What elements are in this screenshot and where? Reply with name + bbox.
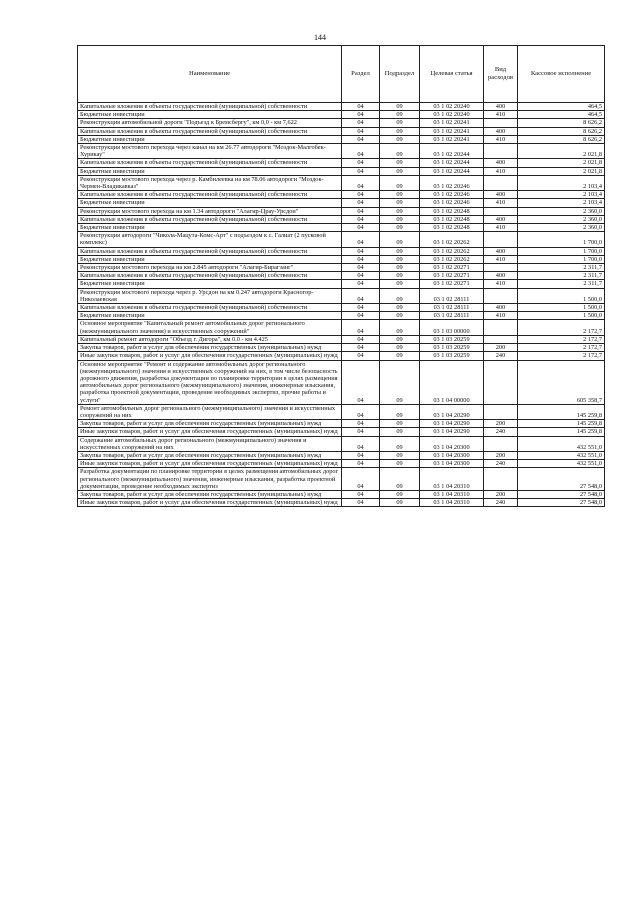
- row-article-cell: 03 1 02 20244: [420, 144, 484, 159]
- row-expense-type-cell: 410: [484, 280, 518, 288]
- row-name-cell: Бюджетные инвестиции: [78, 312, 342, 320]
- row-section-cell: 04: [342, 490, 380, 498]
- row-name-cell: Капитальные вложения в объекты государственной (муниципальной) собственности: [78, 272, 342, 280]
- table-row: [78, 490, 605, 498]
- row-article-cell: 03 1 04 20310: [420, 468, 484, 491]
- row-subsection-cell: 09: [380, 451, 420, 459]
- row-expense-type-cell: [484, 175, 518, 190]
- row-expense-type-cell: 400: [484, 159, 518, 167]
- row-section-cell: 04: [342, 119, 380, 127]
- row-name-cell: Разработка документации по планировке территории в целях размещения автомобильных дорог регионального (межмуниципального) значения, инженерные изыскания, разработка проектной документации, проведение необходимых экспертиз: [78, 468, 342, 491]
- row-article-cell: 03 1 02 20271: [420, 272, 484, 280]
- row-section-cell: 04: [342, 167, 380, 175]
- table-row: [78, 103, 605, 111]
- row-section-cell: 04: [342, 451, 380, 459]
- row-article-cell: 03 1 02 20248: [420, 207, 484, 215]
- row-amount-cell: 464,5: [518, 111, 605, 119]
- row-section-cell: 04: [342, 191, 380, 199]
- row-section-cell: 04: [342, 436, 380, 451]
- row-article-cell: 03 1 02 20240: [420, 103, 484, 111]
- row-article-cell: 03 1 04 20290: [420, 420, 484, 428]
- row-section-cell: 04: [342, 420, 380, 428]
- row-subsection-cell: 09: [380, 199, 420, 207]
- row-expense-type-cell: [484, 144, 518, 159]
- row-amount-cell: 2 021,8: [518, 159, 605, 167]
- row-subsection-cell: 09: [380, 232, 420, 247]
- row-subsection-cell: 09: [380, 312, 420, 320]
- row-article-cell: 03 1 02 20246: [420, 175, 484, 190]
- row-expense-type-cell: [484, 320, 518, 335]
- row-name-cell: Капитальные вложения в объекты государственной (муниципальной) собственности: [78, 191, 342, 199]
- table-row: [78, 460, 605, 468]
- row-amount-cell: 2 311,7: [518, 264, 605, 272]
- row-amount-cell: 145 259,8: [518, 428, 605, 436]
- row-amount-cell: 27 548,0: [518, 490, 605, 498]
- row-section-cell: 04: [342, 175, 380, 190]
- row-amount-cell: 2 172,7: [518, 335, 605, 343]
- table-row: [78, 312, 605, 320]
- header-target-article: Целевая статья: [420, 46, 484, 103]
- row-section-cell: 04: [342, 159, 380, 167]
- row-expense-type-cell: 400: [484, 304, 518, 312]
- row-section-cell: 04: [342, 304, 380, 312]
- row-section-cell: 04: [342, 272, 380, 280]
- table-row: [78, 335, 605, 343]
- row-subsection-cell: 09: [380, 280, 420, 288]
- row-amount-cell: 2 103,4: [518, 191, 605, 199]
- row-expense-type-cell: 410: [484, 135, 518, 143]
- row-name-cell: Закупка товаров, работ и услуг для обеспечения государственных (муниципальных) нужд: [78, 420, 342, 428]
- table-row: [78, 144, 605, 159]
- row-article-cell: 03 1 02 28111: [420, 304, 484, 312]
- row-name-cell: Иные закупки товаров, работ и услуг для обеспечения государственных (муниципальных) нужд: [78, 352, 342, 360]
- row-article-cell: 03 1 02 20262: [420, 247, 484, 255]
- row-expense-type-cell: 410: [484, 167, 518, 175]
- row-amount-cell: 8 626,2: [518, 135, 605, 143]
- row-expense-type-cell: [484, 360, 518, 404]
- row-subsection-cell: 09: [380, 167, 420, 175]
- row-amount-cell: 1 700,0: [518, 232, 605, 247]
- row-article-cell: 03 1 02 20246: [420, 191, 484, 199]
- table-row: [78, 468, 605, 491]
- row-expense-type-cell: 200: [484, 420, 518, 428]
- row-amount-cell: 1 700,0: [518, 255, 605, 263]
- row-section-cell: 04: [342, 280, 380, 288]
- row-subsection-cell: 09: [380, 360, 420, 404]
- row-name-cell: Бюджетные инвестиции: [78, 224, 342, 232]
- header-expense-type: Вид расходов: [484, 46, 518, 103]
- row-article-cell: 03 1 02 20271: [420, 280, 484, 288]
- row-amount-cell: 2 360,0: [518, 207, 605, 215]
- row-name-cell: Капитальные вложения в объекты государственной (муниципальной) собственности: [78, 247, 342, 255]
- row-subsection-cell: 09: [380, 404, 420, 419]
- row-article-cell: 03 1 02 20262: [420, 255, 484, 263]
- row-article-cell: 03 1 02 20262: [420, 232, 484, 247]
- row-section-cell: 04: [342, 428, 380, 436]
- row-subsection-cell: 09: [380, 344, 420, 352]
- row-expense-type-cell: 200: [484, 451, 518, 459]
- table-row: [78, 304, 605, 312]
- row-expense-type-cell: 400: [484, 215, 518, 223]
- row-subsection-cell: 09: [380, 175, 420, 190]
- row-section-cell: 04: [342, 288, 380, 303]
- row-name-cell: Основное мероприятие "Ремонт и содержание автомобильных дорог регионального (межмуниципального) значения и искусственных сооружений на них, в том числе безопасность дорожного движения, разработка документации по планировке территории в целях размещения автомобильных дорог регионального (межмуниципального) значения, инженерные изыскания, разработка проектной документации, проведение необходимых экспертиз, прочие работы и услуги": [78, 360, 342, 404]
- budget-table: [77, 45, 605, 507]
- row-name-cell: Иные закупки товаров, работ и услуг для обеспечения государственных (муниципальных) нужд: [78, 460, 342, 468]
- row-expense-type-cell: [484, 207, 518, 215]
- row-article-cell: 03 1 02 20244: [420, 167, 484, 175]
- row-article-cell: 03 1 02 20246: [420, 199, 484, 207]
- row-amount-cell: 1 500,0: [518, 288, 605, 303]
- row-name-cell: Капитальные вложения в объекты государственной (муниципальной) собственности: [78, 103, 342, 111]
- row-name-cell: Капитальные вложения в объекты государственной (муниципальной) собственности: [78, 304, 342, 312]
- row-section-cell: 04: [342, 103, 380, 111]
- row-article-cell: 03 1 02 20241: [420, 119, 484, 127]
- table-row: [78, 344, 605, 352]
- table-row: [78, 199, 605, 207]
- row-expense-type-cell: [484, 232, 518, 247]
- row-article-cell: 03 1 04 20310: [420, 490, 484, 498]
- row-name-cell: Бюджетные инвестиции: [78, 111, 342, 119]
- row-amount-cell: 432 551,0: [518, 451, 605, 459]
- row-subsection-cell: 09: [380, 247, 420, 255]
- table-row: [78, 255, 605, 263]
- table-row: [78, 360, 605, 404]
- row-subsection-cell: 09: [380, 335, 420, 343]
- row-expense-type-cell: 240: [484, 352, 518, 360]
- row-expense-type-cell: 410: [484, 224, 518, 232]
- table-row: [78, 247, 605, 255]
- table-row: [78, 111, 605, 119]
- table-row: [78, 428, 605, 436]
- row-name-cell: Бюджетные инвестиции: [78, 167, 342, 175]
- row-expense-type-cell: 400: [484, 103, 518, 111]
- row-amount-cell: 432 551,0: [518, 436, 605, 451]
- row-subsection-cell: 09: [380, 499, 420, 507]
- row-amount-cell: 145 259,8: [518, 420, 605, 428]
- row-name-cell: Капитальный ремонт автодороги "Объезд г. Дигора", км 0.0 - км 4.425: [78, 335, 342, 343]
- row-name-cell: Реконструкция мостового перехода через р. Урсдон на км 0.247 автодороги Красногор-Николаевская: [78, 288, 342, 303]
- row-amount-cell: 1 700,0: [518, 247, 605, 255]
- row-subsection-cell: 09: [380, 224, 420, 232]
- row-expense-type-cell: 200: [484, 344, 518, 352]
- row-name-cell: Бюджетные инвестиции: [78, 199, 342, 207]
- row-amount-cell: 432 551,0: [518, 460, 605, 468]
- row-amount-cell: 27 548,0: [518, 499, 605, 507]
- row-subsection-cell: 09: [380, 460, 420, 468]
- row-subsection-cell: 09: [380, 135, 420, 143]
- row-expense-type-cell: [484, 288, 518, 303]
- row-name-cell: Основное мероприятие "Капитальный ремонт автомобильных дорог регионального (межмуниципального значения) и искусственных сооружений": [78, 320, 342, 335]
- row-expense-type-cell: 400: [484, 127, 518, 135]
- row-subsection-cell: 09: [380, 215, 420, 223]
- row-expense-type-cell: 200: [484, 490, 518, 498]
- row-name-cell: Иные закупки товаров, работ и услуг для обеспечения государственных (муниципальных) нужд: [78, 499, 342, 507]
- row-subsection-cell: 09: [380, 191, 420, 199]
- row-expense-type-cell: 240: [484, 460, 518, 468]
- header-name: Наименование: [78, 46, 342, 103]
- row-section-cell: 04: [342, 232, 380, 247]
- row-section-cell: 04: [342, 344, 380, 352]
- row-section-cell: 04: [342, 127, 380, 135]
- row-section-cell: 04: [342, 199, 380, 207]
- row-amount-cell: 27 548,0: [518, 468, 605, 491]
- row-amount-cell: 2 311,7: [518, 272, 605, 280]
- row-amount-cell: 2 172,7: [518, 344, 605, 352]
- row-expense-type-cell: 400: [484, 247, 518, 255]
- row-subsection-cell: 09: [380, 352, 420, 360]
- row-expense-type-cell: 240: [484, 428, 518, 436]
- table-row: [78, 352, 605, 360]
- row-name-cell: Реконструкция мостового перехода через канал на км 26.77 автодороги "Моздок-Малгобек-Хурикау": [78, 144, 342, 159]
- row-name-cell: Реконструкция мостового перехода на км 1.34 автодороги "Алагир-Црау-Урсдон": [78, 207, 342, 215]
- table-row: [78, 280, 605, 288]
- row-name-cell: Капитальные вложения в объекты государственной (муниципальной) собственности: [78, 127, 342, 135]
- table-row: [78, 135, 605, 143]
- row-subsection-cell: 09: [380, 207, 420, 215]
- row-expense-type-cell: [484, 335, 518, 343]
- row-name-cell: Капитальные вложения в объекты государственной (муниципальной) собственности: [78, 215, 342, 223]
- row-section-cell: 04: [342, 255, 380, 263]
- row-subsection-cell: 09: [380, 468, 420, 491]
- row-article-cell: 03 1 03 00000: [420, 320, 484, 335]
- row-expense-type-cell: 410: [484, 312, 518, 320]
- row-article-cell: 03 1 04 20290: [420, 404, 484, 419]
- row-subsection-cell: 09: [380, 288, 420, 303]
- row-expense-type-cell: 240: [484, 499, 518, 507]
- table-row: [78, 288, 605, 303]
- row-section-cell: 04: [342, 135, 380, 143]
- table-row: [78, 264, 605, 272]
- row-subsection-cell: 09: [380, 420, 420, 428]
- row-amount-cell: 2 021,8: [518, 144, 605, 159]
- row-subsection-cell: 09: [380, 159, 420, 167]
- table-row: [78, 159, 605, 167]
- row-article-cell: 03 1 02 28111: [420, 288, 484, 303]
- row-article-cell: 03 1 04 00000: [420, 360, 484, 404]
- row-subsection-cell: 09: [380, 272, 420, 280]
- row-section-cell: 04: [342, 207, 380, 215]
- row-name-cell: Реконструкция автомобильной дороги "Подъезд к Бремсбергу", км 0,0 - км 7,622: [78, 119, 342, 127]
- header-subsection: Подраздел: [380, 46, 420, 103]
- row-amount-cell: 145 259,8: [518, 404, 605, 419]
- table-row: [78, 436, 605, 451]
- row-article-cell: 03 1 03 20259: [420, 352, 484, 360]
- row-section-cell: 04: [342, 360, 380, 404]
- row-name-cell: Капитальные вложения в объекты государственной (муниципальной) собственности: [78, 159, 342, 167]
- table-row: [78, 167, 605, 175]
- row-article-cell: 03 1 02 20241: [420, 127, 484, 135]
- row-expense-type-cell: 410: [484, 111, 518, 119]
- row-article-cell: 03 1 02 20240: [420, 111, 484, 119]
- row-name-cell: Закупка товаров, работ и услуг для обеспечения государственных (муниципальных) нужд: [78, 344, 342, 352]
- table-row: [78, 232, 605, 247]
- row-section-cell: 04: [342, 264, 380, 272]
- row-name-cell: Реконструкция мостового перехода на км 2.845 автодороги "Алагир-Бирагзанг": [78, 264, 342, 272]
- table-row: [78, 127, 605, 135]
- row-amount-cell: 1 500,0: [518, 304, 605, 312]
- row-amount-cell: 2 172,7: [518, 352, 605, 360]
- row-name-cell: Реконструкция автодороги "Чикола-Мацута-Комс-Арт" с подъездом к с. Галиат (2 пусковой комплекс): [78, 232, 342, 247]
- row-amount-cell: 2 103,4: [518, 199, 605, 207]
- row-name-cell: Иные закупки товаров, работ и услуг для обеспечения государственных (муниципальных) нужд: [78, 428, 342, 436]
- table-row: [78, 320, 605, 335]
- row-expense-type-cell: 400: [484, 191, 518, 199]
- table-row: [78, 207, 605, 215]
- row-subsection-cell: 09: [380, 127, 420, 135]
- row-subsection-cell: 09: [380, 111, 420, 119]
- table-row: [78, 499, 605, 507]
- row-expense-type-cell: [484, 119, 518, 127]
- row-expense-type-cell: [484, 264, 518, 272]
- table-row: [78, 191, 605, 199]
- row-amount-cell: 2 360,0: [518, 215, 605, 223]
- row-article-cell: 03 1 02 28111: [420, 312, 484, 320]
- table-row: [78, 451, 605, 459]
- row-article-cell: 03 1 02 20248: [420, 224, 484, 232]
- table-row: [78, 175, 605, 190]
- row-expense-type-cell: [484, 436, 518, 451]
- table-row: [78, 215, 605, 223]
- row-subsection-cell: 09: [380, 144, 420, 159]
- row-section-cell: 04: [342, 144, 380, 159]
- row-article-cell: 03 1 02 20241: [420, 135, 484, 143]
- row-name-cell: Закупка товаров, работ и услуг для обеспечения государственных (муниципальных) нужд: [78, 451, 342, 459]
- row-amount-cell: 2 360,0: [518, 224, 605, 232]
- row-amount-cell: 8 626,2: [518, 127, 605, 135]
- row-section-cell: 04: [342, 468, 380, 491]
- row-section-cell: 04: [342, 404, 380, 419]
- row-amount-cell: 2 021,8: [518, 167, 605, 175]
- table-row: [78, 420, 605, 428]
- row-article-cell: 03 1 03 20259: [420, 344, 484, 352]
- row-subsection-cell: 09: [380, 320, 420, 335]
- row-section-cell: 04: [342, 499, 380, 507]
- table-header: [78, 46, 605, 103]
- row-section-cell: 04: [342, 352, 380, 360]
- row-name-cell: Содержание автомобильных дорог регионального (межмуниципального) значения и искусственных сооружений на них: [78, 436, 342, 451]
- row-article-cell: 03 1 04 20290: [420, 428, 484, 436]
- row-subsection-cell: 09: [380, 304, 420, 312]
- row-name-cell: Бюджетные инвестиции: [78, 135, 342, 143]
- row-subsection-cell: 09: [380, 436, 420, 451]
- row-subsection-cell: 09: [380, 490, 420, 498]
- page-number: 144: [314, 33, 326, 42]
- row-expense-type-cell: [484, 404, 518, 419]
- row-amount-cell: 2 311,7: [518, 280, 605, 288]
- table-row: [78, 119, 605, 127]
- row-section-cell: 04: [342, 224, 380, 232]
- row-expense-type-cell: 410: [484, 255, 518, 263]
- row-article-cell: 03 1 03 20259: [420, 335, 484, 343]
- table-row: [78, 224, 605, 232]
- table-row: [78, 404, 605, 419]
- row-article-cell: 03 1 04 20300: [420, 451, 484, 459]
- row-expense-type-cell: 410: [484, 199, 518, 207]
- row-article-cell: 03 1 02 20248: [420, 215, 484, 223]
- row-section-cell: 04: [342, 320, 380, 335]
- row-section-cell: 04: [342, 335, 380, 343]
- row-name-cell: Бюджетные инвестиции: [78, 255, 342, 263]
- row-amount-cell: 2 103,4: [518, 175, 605, 190]
- row-article-cell: 03 1 04 20300: [420, 460, 484, 468]
- row-amount-cell: 464,5: [518, 103, 605, 111]
- row-subsection-cell: 09: [380, 119, 420, 127]
- row-subsection-cell: 09: [380, 103, 420, 111]
- row-section-cell: 04: [342, 215, 380, 223]
- row-amount-cell: 2 172,7: [518, 320, 605, 335]
- row-subsection-cell: 09: [380, 264, 420, 272]
- row-name-cell: Бюджетные инвестиции: [78, 280, 342, 288]
- header-cash-execution: Кассовое исполнение: [518, 46, 605, 103]
- row-article-cell: 03 1 04 20310: [420, 499, 484, 507]
- row-amount-cell: 8 626,2: [518, 119, 605, 127]
- row-section-cell: 04: [342, 247, 380, 255]
- row-expense-type-cell: [484, 468, 518, 491]
- row-expense-type-cell: 400: [484, 272, 518, 280]
- header-section: Раздел: [342, 46, 380, 103]
- row-name-cell: Ремонт автомобильных дорог регионального (межмуниципального) значения и искусственных сооружений на них: [78, 404, 342, 419]
- table-body: [78, 103, 605, 507]
- row-amount-cell: 1 500,0: [518, 312, 605, 320]
- row-section-cell: 04: [342, 460, 380, 468]
- row-name-cell: Закупка товаров, работ и услуг для обеспечения государственных (муниципальных) нужд: [78, 490, 342, 498]
- row-subsection-cell: 09: [380, 255, 420, 263]
- row-amount-cell: 605 358,7: [518, 360, 605, 404]
- row-subsection-cell: 09: [380, 428, 420, 436]
- row-article-cell: 03 1 02 20271: [420, 264, 484, 272]
- row-name-cell: Реконструкция мостового перехода через р. Камбилеевка на км 78.06 автодороги "Моздок-Чермен-Владикавказ": [78, 175, 342, 190]
- row-article-cell: 03 1 04 20300: [420, 436, 484, 451]
- row-section-cell: 04: [342, 312, 380, 320]
- row-section-cell: 04: [342, 111, 380, 119]
- row-article-cell: 03 1 02 20244: [420, 159, 484, 167]
- table-row: [78, 272, 605, 280]
